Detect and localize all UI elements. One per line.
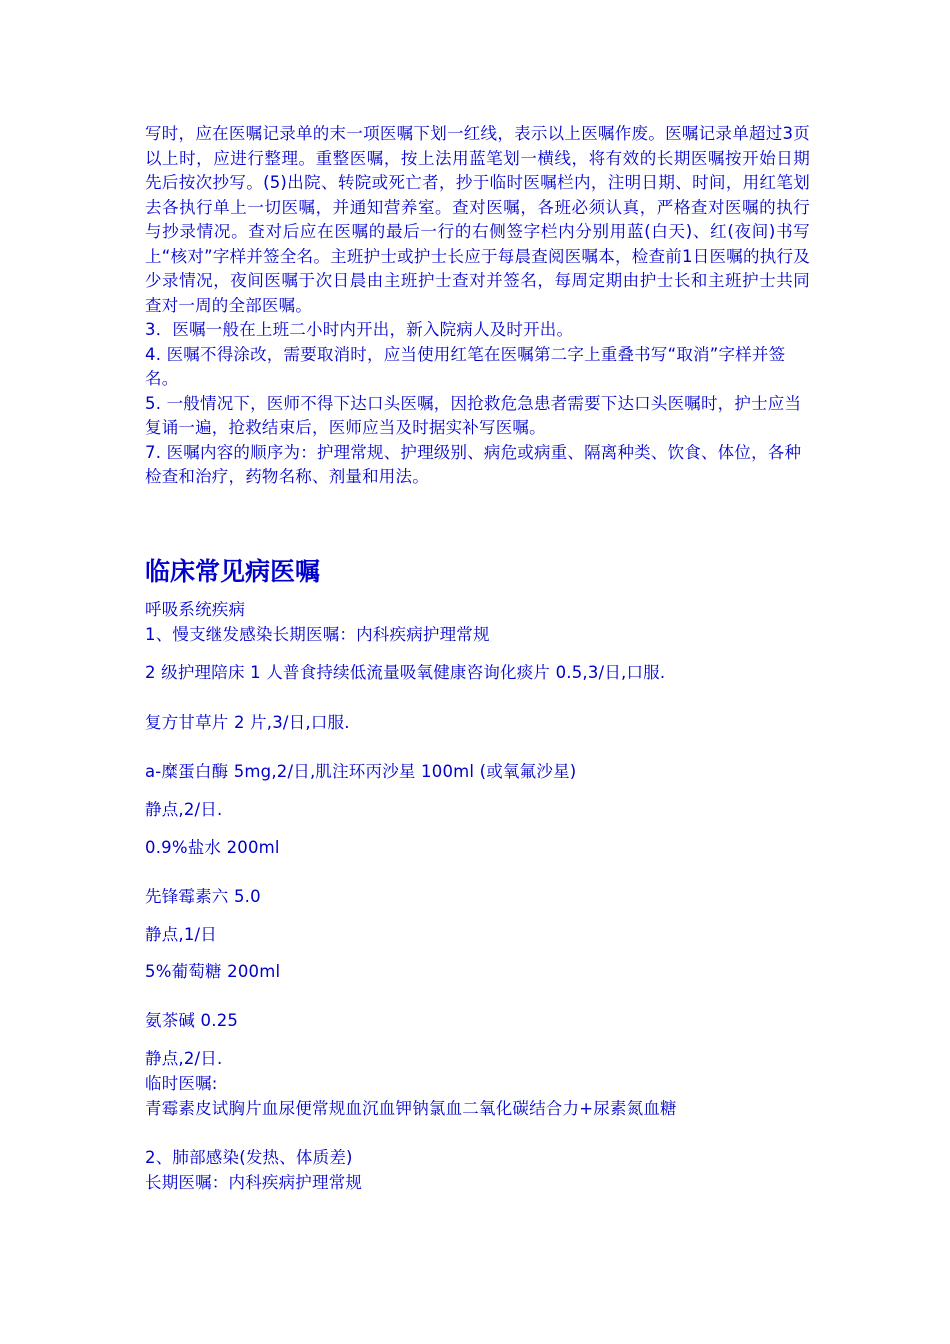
order-line: 静点,2/日. (145, 1049, 223, 1068)
intro-paragraph: 写时，应在医嘱记录单的末一项医嘱下划一红线，表示以上医嘱作废。医嘱记录单超过3页以上时，应进行整理。重整医嘱，按上法用蓝笔划一横线，将有效的长期医嘱按开始日期先后按次抄写。(5)出院、转院或死亡者，抄于临时医嘱栏内，注明日期、时间，用红笔划去各执行单上一切医嘱，并通知营养室。查对医嘱，各班必须认真，严格查对医嘱的执行与抄录情况。查对后应在医嘱的最后一行的右侧签字栏内分别用蓝(白天)、红(夜间)书写上“核对”字样并签全名。主班护士或护士长应于每晨查阅医嘱本，检查前1日医嘱的执行及少录情况，夜间医嘱于次日晨由主班护士查对并签名，每周定期由护士长和主班护士共同查对一周的全部医嘱。 (145, 124, 810, 315)
temporary-orders-label: 临时医嘱: (145, 1074, 218, 1093)
order-line: 1、慢支继发感染长期医嘱：内科疾病护理常规 (145, 625, 490, 644)
order-line: 复方甘草片 2 片,3/日,口服. (145, 713, 350, 732)
order-line: 0.9%盐水 200ml (145, 838, 280, 857)
category-label: 呼吸系统疾病 (145, 600, 246, 619)
order-line: 静点,1/日 (145, 925, 218, 944)
order-line: 长期医嘱：内科疾病护理常规 (145, 1173, 363, 1192)
order-line: 青霉素皮试胸片血尿便常规血沉血钾钠氯血二氧化碳结合力+尿素氮血糖 (145, 1099, 677, 1118)
order-line: 氨茶碱 0.25 (145, 1011, 239, 1030)
section-title: 临床常见病医嘱 (145, 557, 321, 586)
case-title: 2、肺部感染(发热、体质差) (145, 1148, 353, 1167)
rule-item-4: 4. 医嘱不得涂改，需要取消时，应当使用红笔在医嘱第二字上重叠书写“取消”字样并签名。 (145, 344, 786, 388)
order-line: 先锋霉素六 5.0 (145, 887, 261, 906)
order-line: 2 级护理陪床 1 人普食持续低流量吸氧健康咨询化痰片 0.5,3/日,口服. (145, 663, 666, 682)
rule-item-5: 5. 一般情况下，医师不得下达口头医嘱，因抢救危急患者需要下达口头医嘱时，护士应当复诵一遍，抢救结束后，医师应当及时据实补写医嘱。 (145, 393, 802, 437)
rule-item-3: 3．医嘱一般在上班二小时内开出，新入院病人及时开出。 (145, 320, 574, 339)
order-line: 5%葡萄糖 200ml (145, 962, 281, 981)
order-line: 静点,2/日. (145, 800, 223, 819)
order-line: a-糜蛋白酶 5mg,2/日,肌注环丙沙星 100ml (或氧氟沙星) (145, 762, 577, 781)
rule-item-7: 7. 医嘱内容的顺序为：护理常规、护理级别、病危或病重、隔离种类、饮食、体位，各种检查和治疗，药物名称、剂量和用法。 (145, 442, 802, 486)
document-page (145, 122, 810, 1192)
